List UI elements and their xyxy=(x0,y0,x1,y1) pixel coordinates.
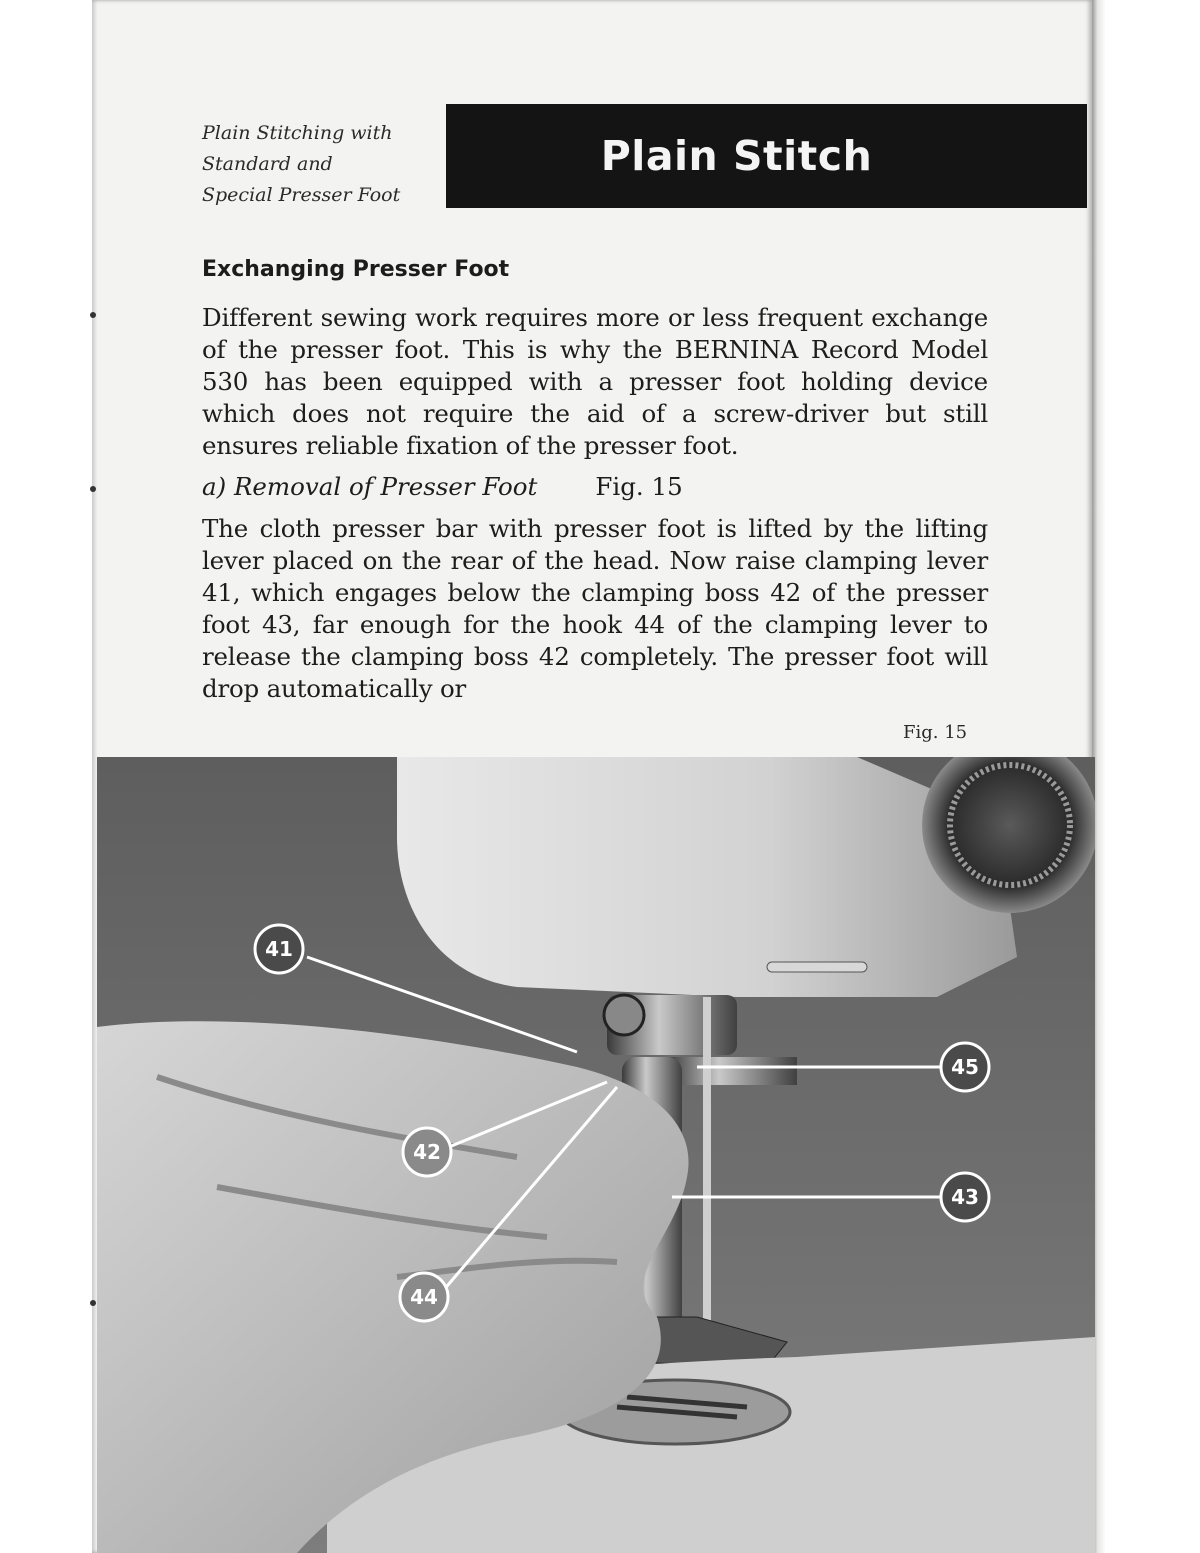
callout-43 xyxy=(941,1173,989,1221)
removal-paragraph: The cloth presser bar with presser foot is lifted by the lifting lever placed on the rear of the head. Now raise clamping lever 41, which engages below the clamping boss 42 of the presser foot 43, far enough for the hook 44 of the clamping lever to release the clamping boss 42 completely. The presser foot will drop automatically or xyxy=(202,514,988,703)
page-title: Plain Stitch xyxy=(600,132,873,180)
page-subtitle: Plain Stitching with Standard and Special Presser Foot xyxy=(202,122,401,206)
callout-42 xyxy=(403,1128,451,1176)
sewing-machine-photo xyxy=(97,757,1095,1553)
callout-44 xyxy=(400,1273,448,1321)
callout-41 xyxy=(255,925,303,973)
callout-43-label: 43 xyxy=(951,1185,979,1209)
section-heading: Exchanging Presser Foot xyxy=(202,257,510,282)
callout-42-label: 42 xyxy=(413,1140,441,1164)
figure-label: Fig. 15 xyxy=(903,722,968,743)
binding-mark xyxy=(90,486,96,492)
binding-mark xyxy=(90,312,96,318)
removal-subheading xyxy=(202,472,683,501)
intro-paragraph: Different sewing work requires more or less frequent exchange of the presser foot. This is why the BERNINA Record Model 530 has been equipped with a presser foot holding device which does not require the aid of a screw-driver but still ensures reliable fixation of the presser foot. xyxy=(202,303,988,460)
needle xyxy=(703,997,711,1337)
figure-reference: Fig. 15 xyxy=(595,472,683,501)
callout-45-label: 45 xyxy=(951,1055,979,1079)
callout-45 xyxy=(941,1043,989,1091)
removal-subheading-text: a) Removal of Presser Foot xyxy=(202,472,538,501)
title-bar xyxy=(446,104,1087,208)
callout-41-label: 41 xyxy=(265,937,293,961)
binding-mark xyxy=(90,1300,96,1306)
machine-head xyxy=(397,757,1017,997)
callout-44-label: 44 xyxy=(410,1285,438,1309)
